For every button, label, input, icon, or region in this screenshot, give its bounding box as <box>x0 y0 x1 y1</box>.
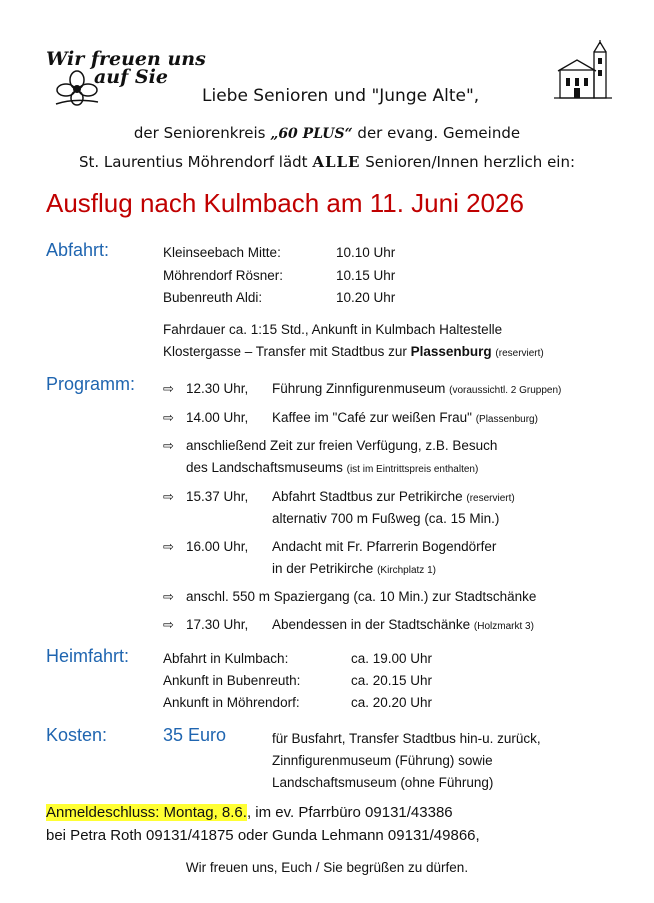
abfahrt-info-2 <box>163 344 544 359</box>
intro1-text: der Seniorenkreis <box>133 124 271 142</box>
prog3-note: (ist im Eintrittspreis enthalten) <box>346 464 479 475</box>
intro2-text-after: Senioren/Innen herzlich ein: <box>360 153 576 171</box>
abfahrt-time-1: 10.10 Uhr <box>336 245 396 260</box>
intro-line-1 <box>0 124 654 142</box>
programm-item-3 <box>163 438 174 454</box>
abfahrt-info-1: Fahrdauer ca. 1:15 Std., Ankunft in Kulmbach Haltestelle <box>163 322 503 337</box>
church-icon <box>554 40 612 102</box>
anmeldung-line-2: bei Petra Roth 09131/41875 oder Gunda Lehmann 09131/49866, <box>46 827 480 844</box>
prog4-desc: Abfahrt Stadtbus zur Petrikirche <box>272 489 463 504</box>
heimfahrt-label: Heimfahrt: <box>46 646 130 666</box>
anmeldung-line-1 <box>46 804 453 821</box>
arrow-right-icon: ⇨ <box>163 539 174 554</box>
intro2-text: St. Laurentius Möhrendorf lädt <box>78 153 313 171</box>
programm-item-5 <box>163 539 174 555</box>
prog2-note: (Plassenburg) <box>475 414 538 425</box>
prog5-desc: in der Petrikirche <box>272 561 374 576</box>
deadline-highlight: Anmeldeschluss: Montag, 8.6. <box>46 804 247 821</box>
abfahrt-time-3: 10.20 Uhr <box>336 290 396 305</box>
prog4-line2: alternativ 700 m Fußweg (ca. 15 Min.) <box>272 511 500 526</box>
programm-item-1 <box>163 381 174 397</box>
prog5-note: (Kirchplatz 1) <box>377 565 436 576</box>
prog1-time: 12.30 Uhr, <box>186 381 249 396</box>
prog3-line2 <box>186 460 478 475</box>
programm-item-7 <box>163 617 174 633</box>
arrow-right-icon: ⇨ <box>163 589 174 604</box>
kosten-price: 35 Euro <box>163 725 227 745</box>
abfahrt-stop-3: Bubenreuth Aldi: <box>163 290 263 305</box>
arrow-right-icon: ⇨ <box>163 438 174 453</box>
anmeldung-contact-1: , im ev. Pfarrbüro 09131/43386 <box>246 804 453 821</box>
abfahrt-label: Abfahrt: <box>46 240 110 260</box>
prog7-note: (Holzmarkt 3) <box>473 621 534 632</box>
abfahrt-stop-1: Kleinseebach Mitte: <box>163 245 281 260</box>
plassenburg-text: Plassenburg <box>410 344 492 359</box>
prog2-time: 14.00 Uhr, <box>186 410 249 425</box>
prog7-text <box>272 617 534 632</box>
closing-text: Wir freuen uns, Euch / Sie begrüßen zu dürfen. <box>185 860 469 875</box>
arrow-right-icon: ⇨ <box>163 410 174 425</box>
arrow-right-icon: ⇨ <box>163 617 174 632</box>
arrow-right-icon: ⇨ <box>163 489 174 504</box>
prog5-line2 <box>272 561 436 576</box>
prog4-text <box>272 489 515 504</box>
prog1-text <box>272 381 561 396</box>
logo-line1: Wir freuen uns <box>46 48 206 70</box>
greeting: Liebe Senioren und "Junge Alte", <box>202 86 480 106</box>
programm-item-6 <box>163 589 174 605</box>
abfahrt-time-2: 10.15 Uhr <box>336 268 396 283</box>
heim-place-3: Ankunft in Möhrendorf: <box>163 695 300 710</box>
arrow-right-icon: ⇨ <box>163 381 174 396</box>
prog3-line1: anschließend Zeit zur freien Verfügung, z.B. Besuch <box>186 438 498 453</box>
logo-line2: auf Sie <box>94 66 168 88</box>
group-name: „60 PLUS“ <box>270 126 353 142</box>
heim-place-2: Ankunft in Bubenreuth: <box>163 673 301 688</box>
prog7-desc: Abendessen in der Stadtschänke <box>272 617 471 632</box>
prog7-time: 17.30 Uhr, <box>186 617 249 632</box>
prog2-text <box>272 410 538 425</box>
prog3-desc: des Landschaftsmuseums <box>186 460 343 475</box>
kosten-line-2: Zinnfigurenmuseum (Führung) sowie <box>272 753 493 768</box>
prog5-time: 16.00 Uhr, <box>186 539 249 554</box>
info2-note: (reserviert) <box>495 348 544 359</box>
kosten-label: Kosten: <box>46 725 108 745</box>
heim-time-2: ca. 20.15 Uhr <box>351 673 433 688</box>
heim-place-1: Abfahrt in Kulmbach: <box>163 651 289 666</box>
headline: Ausflug nach Kulmbach am 11. Juni 2026 <box>46 188 524 218</box>
intro1-text-after: der evang. Gemeinde <box>352 124 521 142</box>
prog1-desc: Führung Zinnfigurenmuseum <box>272 381 446 396</box>
prog2-desc: Kaffee im "Café zur weißen Frau" <box>272 410 472 425</box>
prog4-note: (reserviert) <box>466 493 515 504</box>
logo <box>44 48 206 108</box>
programm-item-4 <box>163 489 174 505</box>
kosten-line-1: für Busfahrt, Transfer Stadtbus hin-u. zurück, <box>272 731 541 746</box>
intro-line-2 <box>0 153 654 171</box>
heim-time-3: ca. 20.20 Uhr <box>351 695 433 710</box>
prog1-note: (voraussichtl. 2 Gruppen) <box>449 385 562 396</box>
alle-word: ALLE <box>312 153 361 171</box>
kosten-line-3: Landschaftsmuseum (ohne Führung) <box>272 775 494 790</box>
prog6-text: anschl. 550 m Spaziergang (ca. 10 Min.) zur Stadtschänke <box>186 589 537 604</box>
abfahrt-stop-2: Möhrendorf Rösner: <box>163 268 284 283</box>
info2-text: Klostergasse – Transfer mit Stadtbus zur <box>163 344 411 359</box>
prog4-time: 15.37 Uhr, <box>186 489 249 504</box>
programm-item-2 <box>163 410 174 426</box>
heim-time-1: ca. 19.00 Uhr <box>351 651 433 666</box>
prog5-text: Andacht mit Fr. Pfarrerin Bogendörfer <box>272 539 497 554</box>
programm-label: Programm: <box>46 374 136 394</box>
